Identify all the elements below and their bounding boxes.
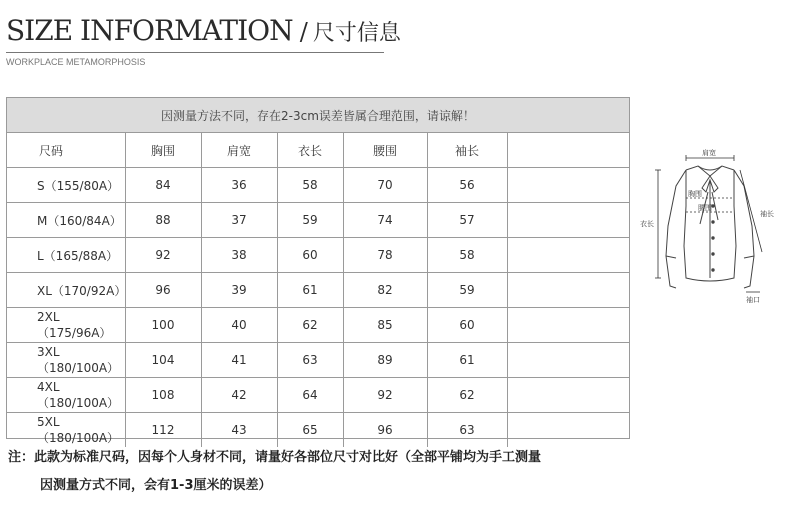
label-sleeve: 袖长	[760, 210, 774, 218]
cell-waist: 78	[343, 238, 427, 273]
cell-length: 65	[277, 413, 343, 448]
column-header-sleeve: 袖长	[427, 133, 507, 168]
table-row	[7, 203, 629, 238]
cell-sleeve: 58	[427, 238, 507, 273]
label-length: 衣长	[640, 220, 654, 228]
cell-chest: 112	[125, 413, 201, 448]
cell-size: S（155/80A）	[7, 168, 125, 203]
garment-measurement-diagram	[636, 146, 784, 306]
measurement-arrows	[655, 155, 762, 292]
cell-empty	[507, 308, 629, 343]
cell-shoulder: 41	[201, 343, 277, 378]
cell-empty	[507, 413, 629, 448]
cell-sleeve: 61	[427, 343, 507, 378]
table-row	[7, 168, 629, 203]
cell-shoulder: 36	[201, 168, 277, 203]
page-title	[6, 14, 401, 47]
table-row	[7, 378, 629, 413]
cell-waist: 70	[343, 168, 427, 203]
cell-chest: 108	[125, 378, 201, 413]
cell-shoulder: 37	[201, 203, 277, 238]
cell-size: M（160/84A）	[7, 203, 125, 238]
cell-size: 4XL（180/100A）	[7, 378, 125, 413]
cell-waist: 82	[343, 273, 427, 308]
cell-length: 60	[277, 238, 343, 273]
cell-empty	[507, 238, 629, 273]
size-table	[7, 133, 629, 447]
column-header-size: 尺码	[7, 133, 125, 168]
cell-length: 58	[277, 168, 343, 203]
header-divider	[6, 52, 384, 53]
title-separator: /	[299, 18, 308, 46]
cell-size: L（165/88A）	[7, 238, 125, 273]
cell-length: 62	[277, 308, 343, 343]
table-header-row	[7, 133, 629, 168]
table-row	[7, 343, 629, 378]
page-subtitle: WORKPLACE METAMORPHOSIS	[6, 57, 146, 67]
size-table-container	[6, 97, 630, 445]
cell-shoulder: 40	[201, 308, 277, 343]
cell-length: 61	[277, 273, 343, 308]
cell-length: 59	[277, 203, 343, 238]
label-shoulder: 肩宽	[702, 149, 716, 157]
table-row	[7, 308, 629, 343]
title-chinese: 尺寸信息	[312, 21, 401, 46]
cell-empty	[507, 273, 629, 308]
cell-sleeve: 59	[427, 273, 507, 308]
cell-chest: 92	[125, 238, 201, 273]
table-row	[7, 413, 629, 448]
column-header-chest: 胸围	[125, 133, 201, 168]
column-header-length: 衣长	[277, 133, 343, 168]
footnote-line-1: 注：此款为标准尺码，因每个人身材不同，请量好各部位尺寸对比好（全部平铺均为手工测量	[8, 450, 542, 465]
blouse-illustration	[666, 166, 754, 288]
table-row	[7, 238, 629, 273]
cell-waist: 74	[343, 203, 427, 238]
cell-sleeve: 56	[427, 168, 507, 203]
cell-shoulder: 39	[201, 273, 277, 308]
cell-waist: 85	[343, 308, 427, 343]
cell-length: 63	[277, 343, 343, 378]
label-cuff: 袖口	[746, 296, 760, 304]
cell-sleeve: 57	[427, 203, 507, 238]
cell-sleeve: 62	[427, 378, 507, 413]
cell-chest: 84	[125, 168, 201, 203]
label-chest: 胸围	[688, 190, 702, 198]
label-waist: 腰围	[698, 204, 712, 212]
cell-shoulder: 43	[201, 413, 277, 448]
cell-chest: 88	[125, 203, 201, 238]
table-note: 因测量方法不同，存在2-3cm误差皆属合理范围，请谅解！	[7, 98, 629, 133]
column-header-waist: 腰围	[343, 133, 427, 168]
cell-waist: 89	[343, 343, 427, 378]
cell-waist: 92	[343, 378, 427, 413]
cell-size: XL（170/92A）	[7, 273, 125, 308]
table-row	[7, 273, 629, 308]
cell-shoulder: 38	[201, 238, 277, 273]
cell-empty	[507, 203, 629, 238]
title-english: SIZE INFORMATION	[6, 14, 293, 47]
cell-size: 2XL（175/96A）	[7, 308, 125, 343]
cell-chest: 96	[125, 273, 201, 308]
cell-empty	[507, 168, 629, 203]
cell-sleeve: 60	[427, 308, 507, 343]
cell-size: 3XL（180/100A）	[7, 343, 125, 378]
cell-waist: 96	[343, 413, 427, 448]
cell-empty	[507, 378, 629, 413]
column-header-shoulder: 肩宽	[201, 133, 277, 168]
cell-empty	[507, 343, 629, 378]
cell-size: 5XL（180/100A）	[7, 413, 125, 448]
cell-length: 64	[277, 378, 343, 413]
cell-shoulder: 42	[201, 378, 277, 413]
cell-chest: 104	[125, 343, 201, 378]
footnote-line-2: 因测量方式不同，会有1-3厘米的误差）	[40, 478, 272, 493]
cell-chest: 100	[125, 308, 201, 343]
column-header-empty	[507, 133, 629, 168]
cell-sleeve: 63	[427, 413, 507, 448]
